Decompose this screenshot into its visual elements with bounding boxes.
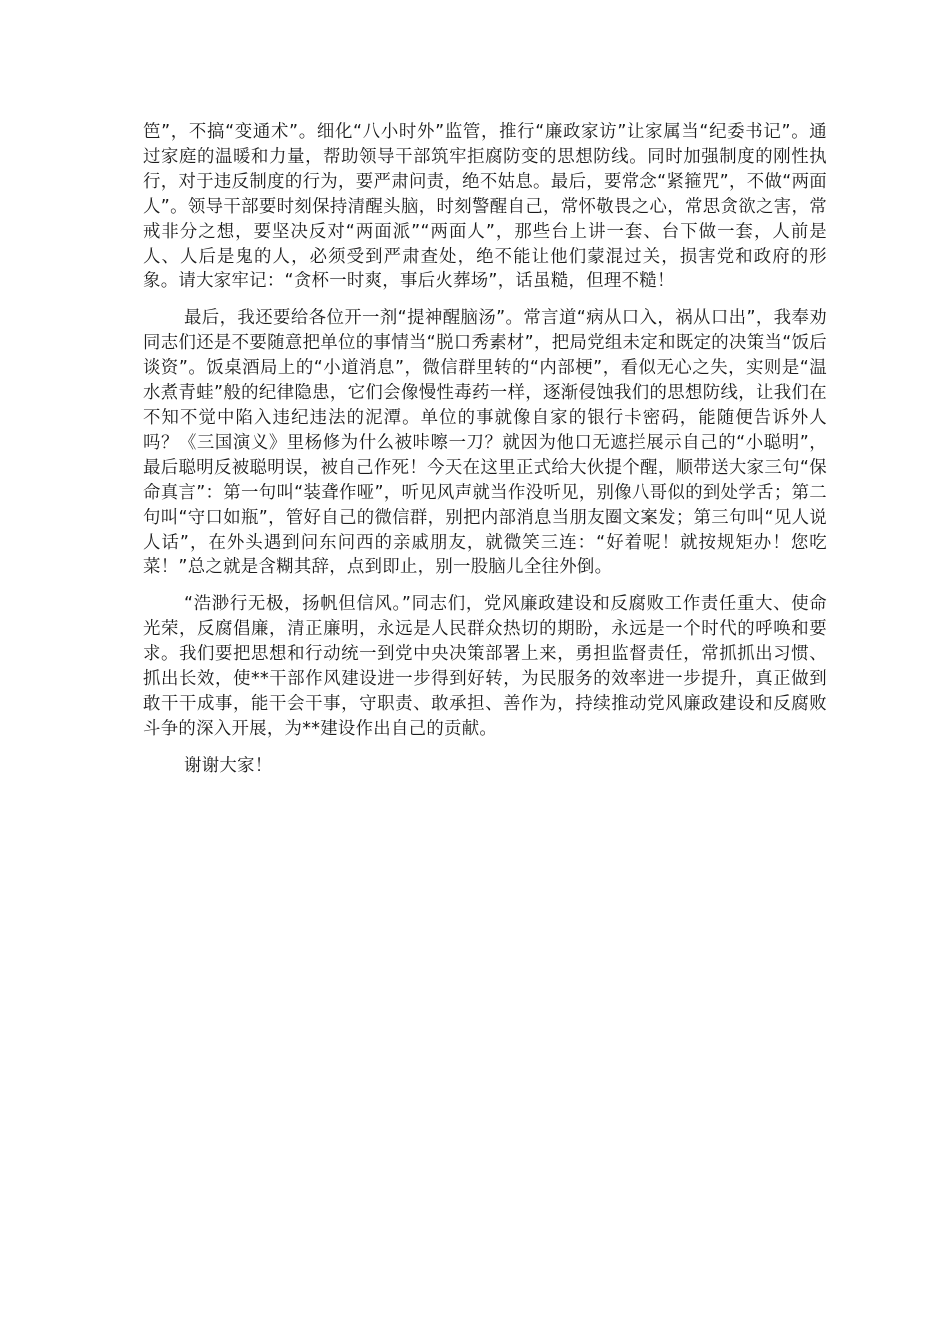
paragraph-refresher-remedy: 最后，我还要给各位开一剂“提神醒脑汤”。常言道“病从口入，祸从口出”，我奉劝同志们还是不要随意把单位的事情当“脱口秀素材”，把局党组未定和既定的决策当“饭后谈资”。饭桌酒局上的“小道消息”，微信群里转的“内部梗”，看似无心之失，实则是“温水煮青蛙”般的纪律隐患，它们会像慢性毒药一样，逐渐侵蚀我们的思想防线，让我们在不知不觉中陷入违纪违法的泥潭。单位的事就像自家的银行卡密码，能随便告诉外人吗？《三国演义》里杨修为什么被咔嚓一刀？就因为他口无遮拦展示自己的“小聪明”，最后聪明反被聪明误，被自己作死！今天在这里正式给大伙提个醒，顺带送大家三句“保命真言”：第一句叫“装聋作哑”，听见风声就当作没听见，别像八哥似的到处学舌；第二句叫“守口如瓶”，管好自己的微信群，别把内部消息当朋友圈文案发；第三句叫“见人说人话”，在外头遇到问东问西的亲戚朋友，就微笑三连：“好着呢！就按规矩办！您吃菜！”总之就是含糊其辞，点到即止，别一股脑儿全往外倒。 (143, 308, 827, 578)
paragraph-continued: 笆”，不搞“变通术”。细化“八小时外”监管，推行“廉政家访”让家属当“纪委书记”。通过家庭的温暖和力量，帮助领导干部筑牢拒腐防变的思想防线。同时加强制度的刚性执行，对于违反制度的行为，要严肃问责，绝不姑息。最后，要常念“紧箍咒”，不做“两面人”。领导干部要时刻保持清醒头脑，时刻警醒自己，常怀敬畏之心，常思贪欲之害，常戒非分之想，要坚决反对“两面派”“两面人”，那些台上讲一套、台下做一套，人前是人、人后是鬼的人，必须受到严肃查处，绝不能让他们蒙混过关，损害党和政府的形象。请大家牢记：“贪杯一时爽，事后火葬场”，话虽糙，但理不糙！ (143, 122, 827, 292)
paragraph-thanks: 谢谢大家！ (184, 755, 273, 776)
paragraph-conclusion: “浩渺行无极，扬帆但信风。”同志们，党风廉政建设和反腐败工作责任重大、使命光荣，反腐倡廉，清正廉明，永远是人民群众热切的期盼，永远是一个时代的呼唤和要求。我们要把思想和行动统一到党中央决策部署上来，勇担监督责任，常抓抓出习惯、抓出长效，使**干部作风建设进一步得到好转，为民服务的效率进一步提升，真正做到敢干干成事，能干会干事，守职责、敢承担、善作为，持续推动党风廉政建设和反腐败斗争的深入开展，为**建设作出自己的贡献。 (143, 594, 827, 739)
document-body (143, 120, 827, 791)
